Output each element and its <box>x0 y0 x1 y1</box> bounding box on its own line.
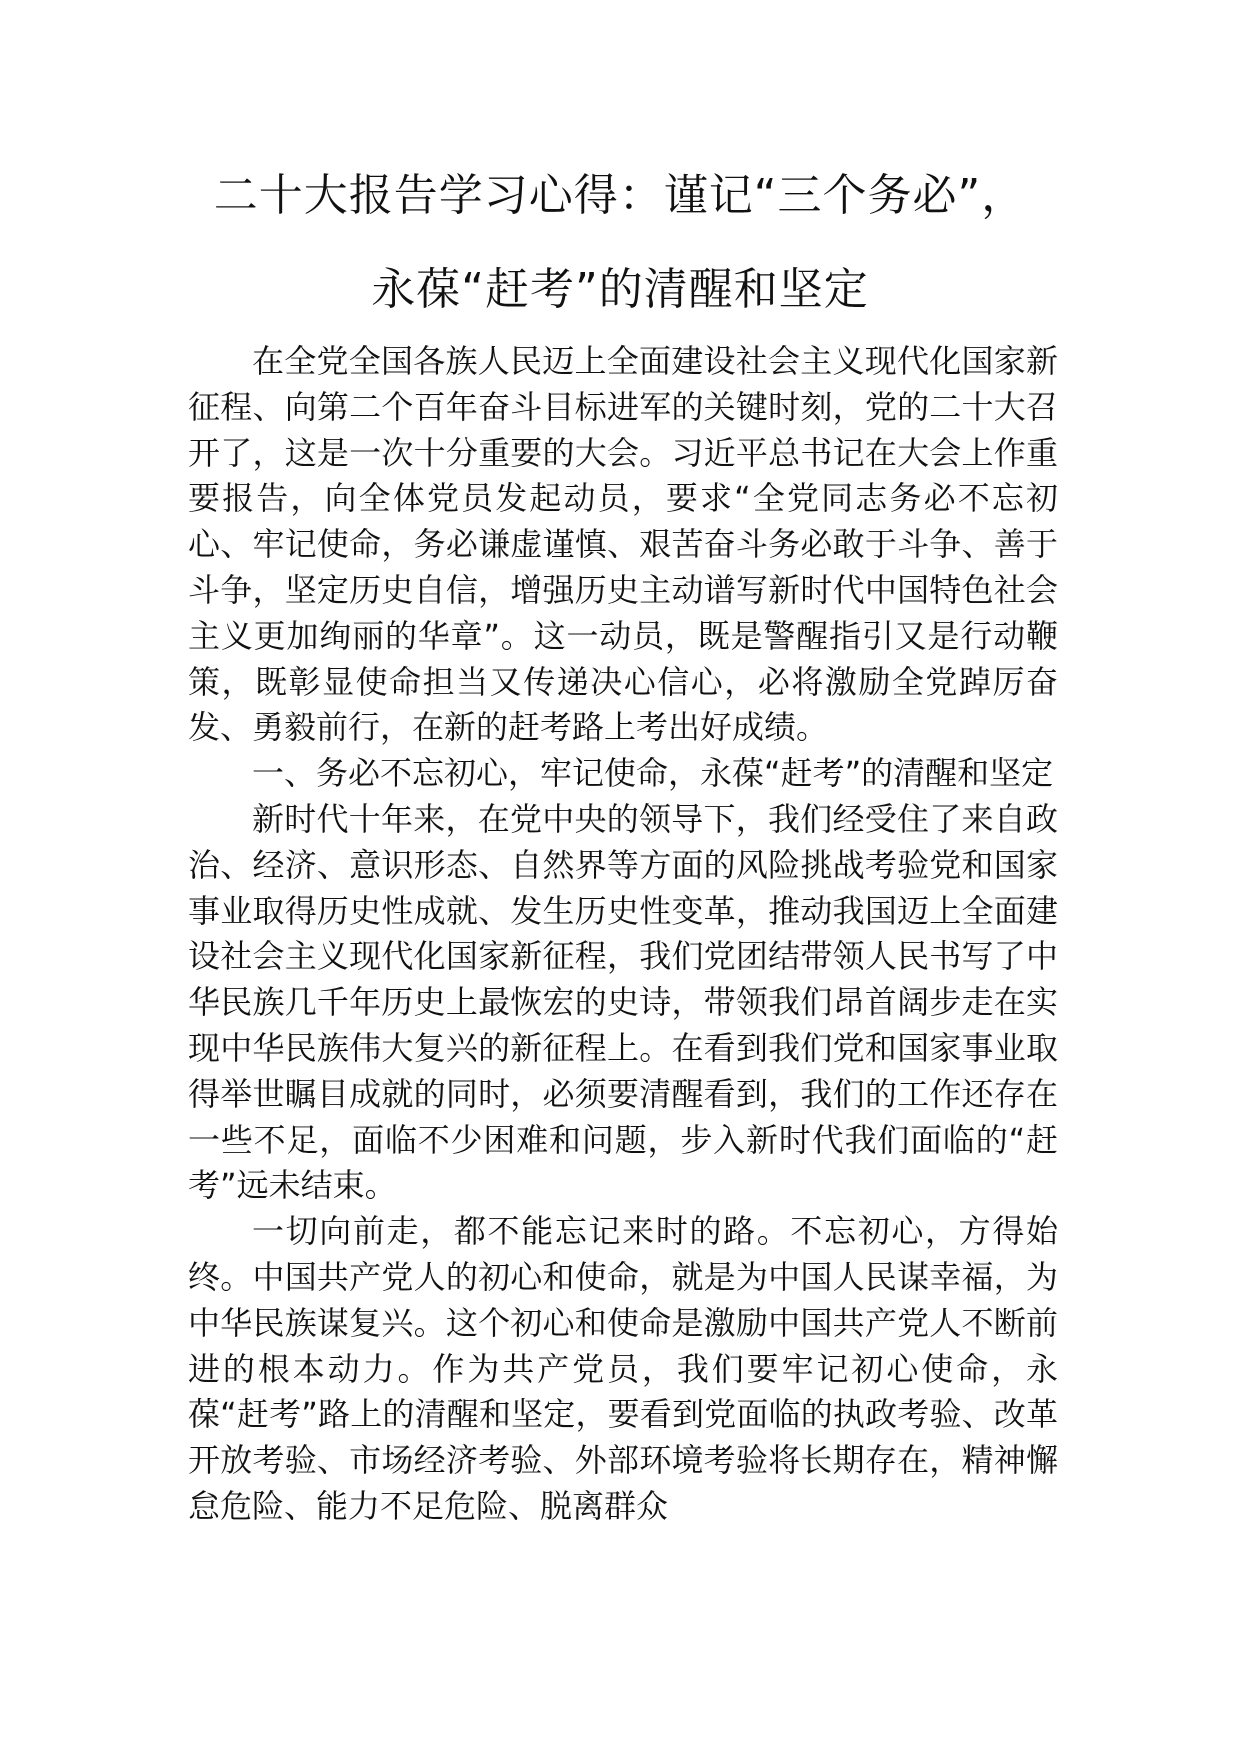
paragraph-section-1-b: 一切向前走，都不能忘记来时的路。不忘初心，方得始终。中国共产党人的初心和使命，就是为中国人民谋幸福，为中华民族谋复兴。这个初心和使命是激励中国共产党人不断前进的根本动力。作为共产党员，我们要牢记初心使命，永葆“赶考”路上的清醒和坚定，要看到党面临的执政考验、改革开放考验、市场经济考验、外部环境考验将长期存在，精神懈怠危险、能力不足危险、脱离群众 <box>188 1212 1058 1525</box>
paragraph-section-1-a: 新时代十年来，在党中央的领导下，我们经受住了来自政治、经济、意识形态、自然界等方面的风险挑战考验党和国家事业取得历史性成就、发生历史性变革，推动我国迈上全面建设社会主义现代化国家新征程，我们党团结带领人民书写了中华民族几千年历史上最恢宏的史诗，带领我们昂首阔步走在实现中华民族伟大复兴的新征程上。在看到我们党和国家事业取得举世瞩目成就的同时，必须要清醒看到，我们的工作还存在一些不足，面临不少困难和问题，步入新时代我们面临的“赶考”远未结束。 <box>188 799 1058 1205</box>
section-heading-1: 一、务必不忘初心，牢记使命，永葆“赶考”的清醒和坚定 <box>252 754 1054 793</box>
paragraph-intro: 在全党全国各族人民迈上全面建设社会主义现代化国家新征程、向第二个百年奋斗目标进军的关键时刻，党的二十大召开了，这是一次十分重要的大会。习近平总书记在大会上作重要报告，向全体党员发起动员，要求“全党同志务必不忘初心、牢记使命，务必谦虚谨慎、艰苦奋斗务必敢于斗争、善于斗争，坚定历史自信，增强历史主动谱写新时代中国特色社会主义更加绚丽的华章”。这一动员，既是警醒指引又是行动鞭策，既彰显使命担当又传递决心信心，必将激励全党踔厉奋发、勇毅前行，在新的赶考路上考出好成绩。 <box>188 342 1058 747</box>
document-body <box>188 339 1058 1530</box>
document-title-line-2: 永葆“赶考”的清醒和坚定 <box>371 264 869 315</box>
document-title-line-1: 二十大报告学习心得：谨记“三个务必”， <box>213 170 1027 221</box>
